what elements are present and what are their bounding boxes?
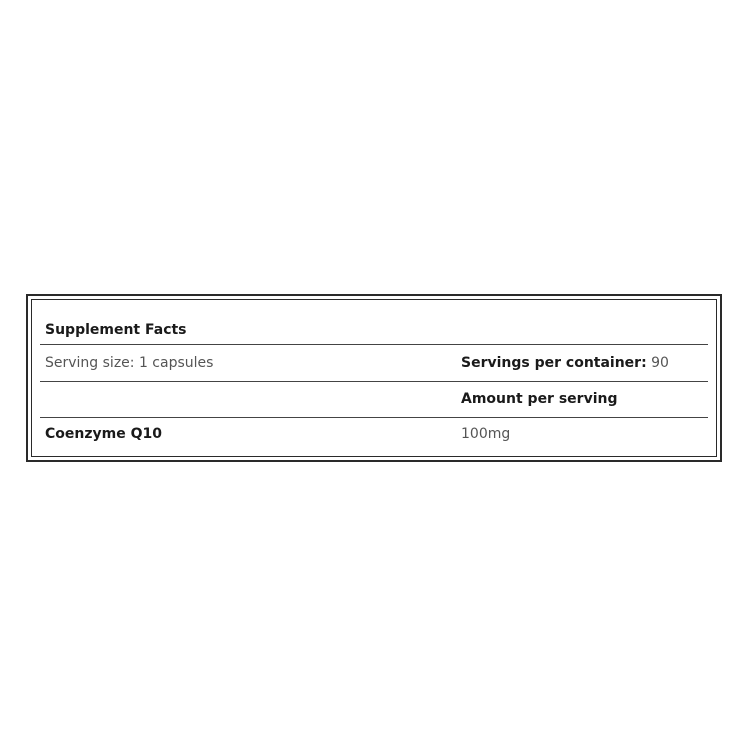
facts-title: Supplement Facts (45, 322, 187, 338)
ingredient-row (40, 418, 708, 452)
servings-per-container-value: 90 (651, 355, 669, 371)
servings-per-container-label: Servings per container: (461, 355, 647, 371)
serving-size-text: Serving size: 1 capsules (45, 355, 214, 371)
ingredient-name: Coenzyme Q10 (45, 426, 162, 442)
ingredient-amount: 100mg (461, 426, 511, 442)
supplement-facts-panel (26, 294, 722, 462)
facts-title-row (40, 300, 708, 345)
serving-info-row (40, 345, 708, 382)
servings-per-container (461, 355, 669, 371)
amount-header-row (40, 382, 708, 418)
supplement-facts-inner-border (31, 299, 717, 457)
amount-per-serving-header: Amount per serving (461, 391, 618, 407)
